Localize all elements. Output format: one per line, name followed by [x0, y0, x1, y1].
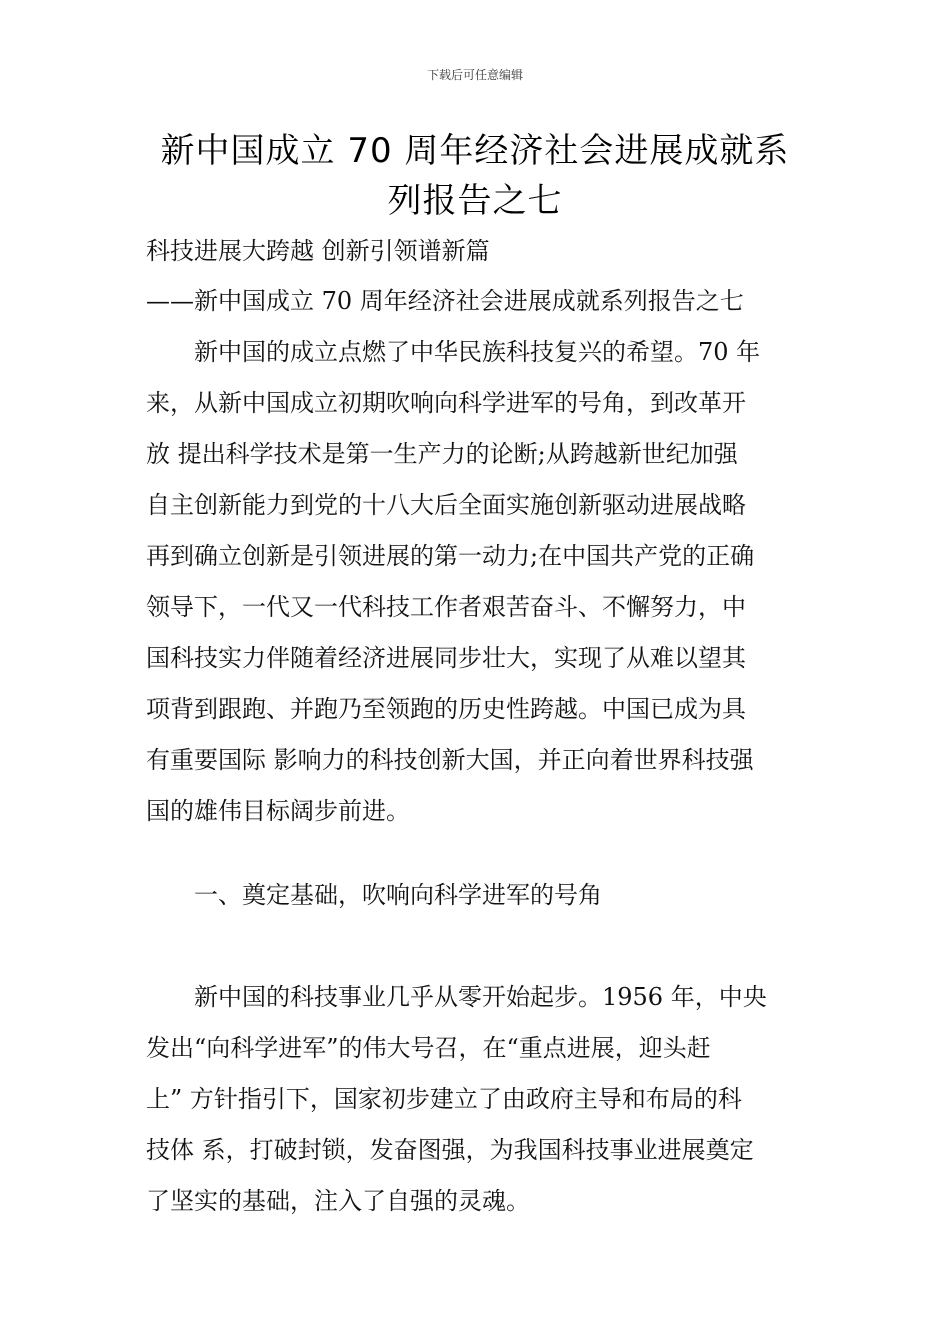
body-paragraph-section-one: 新中国的科技事业几乎从零开始起步。1956 年，中央 发出“向科学进军”的伟大号召，在“重点进展，迎头赶 上” 方针指引下，国家初步建立了由政府主导和布局的科 技体 系，打破封锁，发奋图强，为我国科技事业进展奠定 了坚实的基础，注入了自强的灵魂。	[146, 983, 767, 1215]
section-heading: 一、奠定基础，吹响向科学进军的号角	[146, 881, 602, 909]
body-paragraph-intro: 新中国的成立点燃了中华民族科技复兴的希望。70 年 来，从新中国成立初期吹响向科学进军的号角，到改革开 放 提出科学技术是第一生产力的论断;从跨越新世纪加强 自主创新能力到党的十八大后全面实施创新驱动进展战略 再到确立创新是引领进展的第一动力;在中国共产党的正确 领导下，一代又一代科技工作者艰苦奋斗、不懈努力，中 国科技实力伴随着经济进展同步壮大，实现了从难以望其 项背到跟跑、并跑乃至领跑的历史性跨越。中国已成为具 有重要国际 影响力的科技创新大国，并正向着世界科技强 国的雄伟目标阔步前进。	[146, 338, 761, 825]
document-subtitle: 科技进展大跨越 创新引领谱新篇	[146, 237, 490, 265]
document-byline: ——新中国成立 70 周年经济社会进展成就系列报告之七	[146, 287, 744, 315]
document-title: 新中国成立 70 周年经济社会进展成就系 列报告之七	[160, 131, 790, 221]
page-header-note: 下载后可任意编辑	[426, 68, 523, 82]
